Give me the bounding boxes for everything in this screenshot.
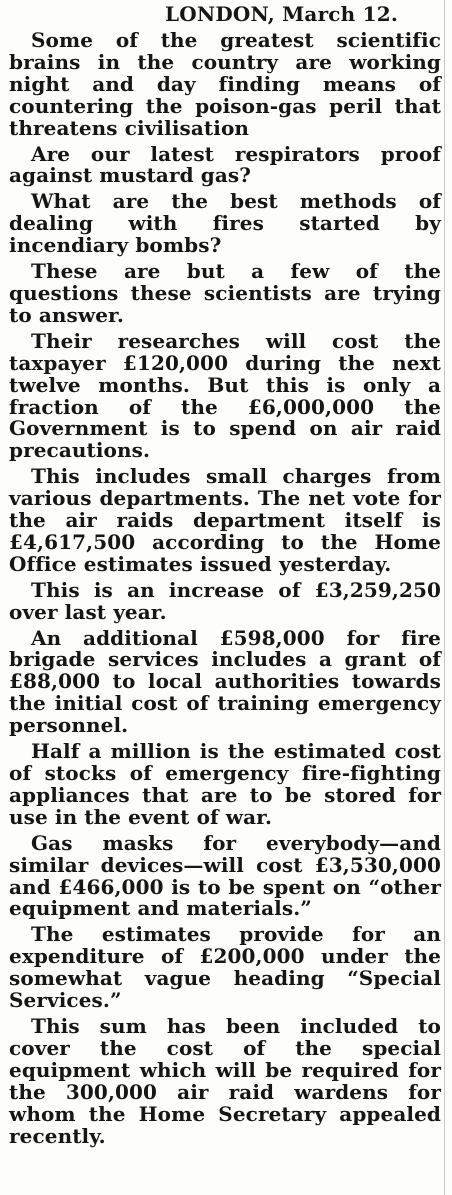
paragraph-8: An additional £598,000 for fire brigade services includes a grant of £88,000 to local authorities towards the initial cost of training emergency personnel. — [9, 625, 441, 738]
column-rule — [444, 0, 445, 1195]
paragraph-3: What are the best methods of dealing with fires started by incendiary bombs? — [9, 189, 441, 258]
article-body — [9, 30, 441, 1151]
paragraph-9: Half a million is the estimated cost of stocks of emergency fire-fighting appliances that are to be stored for use in the event of war. — [9, 739, 441, 829]
paragraph-10: Gas masks for everybody—and similar devices—will cost £3,530,000 and £466,000 is to be spent on “other equipment and materials.” — [9, 830, 441, 921]
paragraph-7: This is an increase of £3,259,250 over last year. — [9, 577, 441, 624]
paragraph-6: This includes small charges from various departments. The net vote for the air raids department itself is £4,617,500 according to the Home Office estimates issued yesterday. — [9, 464, 441, 576]
paragraph-2: Are our latest respirators proof against mustard gas? — [9, 141, 441, 188]
paragraph-11: The estimates provide for an expenditure of £200,000 under the somewhat vague heading “Special Services.” — [9, 922, 441, 1013]
paragraph-5: Their researches will cost the taxpayer £120,000 during the next twelve months. But this is only a fraction of the £6,000,000 the Government is to spend on air raid precautions. — [9, 328, 441, 463]
dateline: LONDON, March 12. — [165, 2, 398, 26]
paragraph-1: Some of the greatest scientific brains in the country are working night and day finding means of countering the poison-gas peril that threatens civilisation — [9, 28, 441, 140]
paragraph-4: These are but a few of the questions these scientists are trying to answer. — [9, 259, 441, 327]
paragraph-12: This sum has been included to cover the cost of the special equipment which will be required for the 300,000 air raid wardens for whom the Home Secretary appealed recently. — [9, 1013, 441, 1148]
